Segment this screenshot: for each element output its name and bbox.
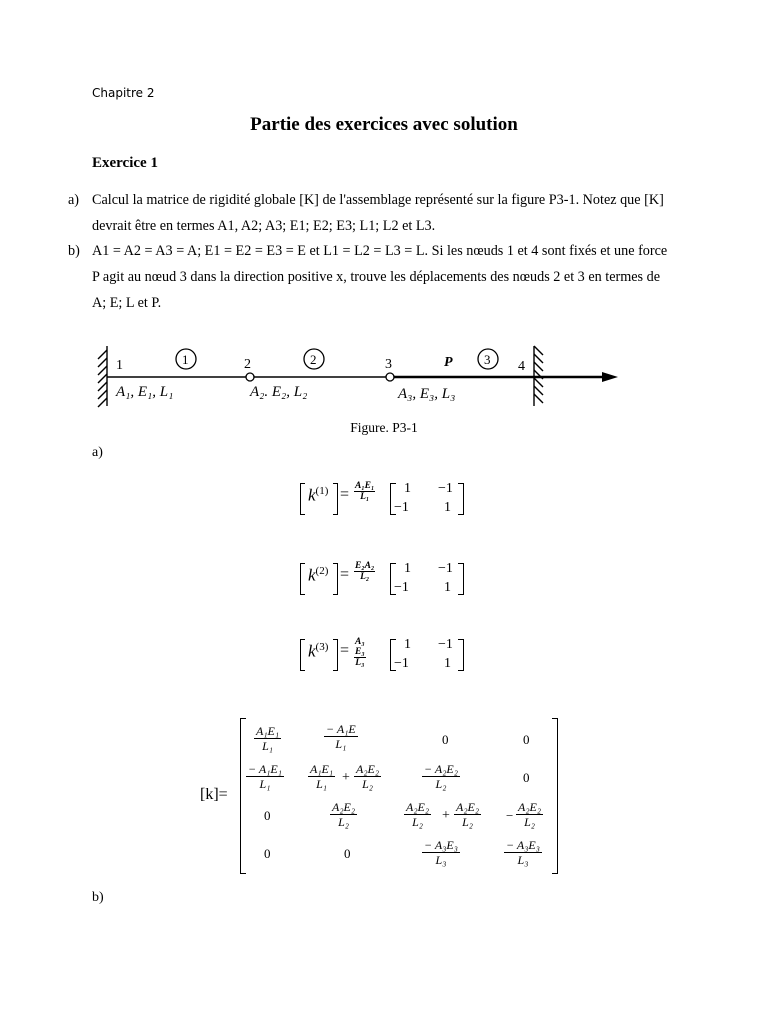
stiffness-factor: A₃ E₃ L₃ bbox=[355, 637, 365, 668]
cell-21: −1 bbox=[394, 580, 409, 595]
g-r3-plus: + bbox=[442, 808, 450, 823]
node-3-label: 3 bbox=[385, 357, 392, 372]
element-2-props: A₂. E₂, L₂ bbox=[250, 384, 308, 400]
g-r2-plus: + bbox=[342, 770, 350, 785]
global-stiffness-matrix bbox=[196, 716, 568, 878]
paragraph-b-text: A1 = A2 = A3 = A; E1 = E2 = E3 = E et L1 = L2 = L3 = L. Si les nœuds 1 et 4 sont fixés et une force P agit au nœud 3 dans la direction positive x, trouve les déplacements des nœuds 2 et 3 en termes de A; E; L et P. bbox=[92, 243, 668, 311]
cell-11: 1 bbox=[404, 637, 411, 652]
paragraph-b bbox=[68, 238, 668, 316]
bracket-left bbox=[300, 563, 305, 595]
solution-b-label: b) bbox=[92, 890, 104, 905]
g-r1-c2: − A₁E L₁ bbox=[326, 722, 356, 751]
matrix-bracket-right bbox=[458, 639, 464, 671]
chapter-label: Chapitre 2 bbox=[92, 86, 155, 100]
matrix-bracket-right bbox=[458, 483, 464, 515]
page-title: Partie des exercices avec solution bbox=[250, 114, 518, 135]
g-r2-c2b: A₂E₂ L₂ bbox=[356, 762, 380, 791]
bracket-left bbox=[300, 639, 305, 671]
g-r4-c4: − A₃E₃ L₃ bbox=[506, 838, 540, 867]
g-r3-c1: 0 bbox=[264, 808, 271, 823]
cell-12: −1 bbox=[438, 481, 453, 496]
node-2-label: 2 bbox=[244, 357, 251, 372]
g-r1-c3: 0 bbox=[442, 732, 449, 747]
figure-p3-1 bbox=[90, 340, 630, 412]
node-1-label: 1 bbox=[116, 358, 123, 373]
g-r2-c2a: A₁E₁ L₁ bbox=[310, 762, 334, 791]
g-r1-c1: A₁E₁ L₁ bbox=[256, 724, 280, 753]
g-r4-c1: 0 bbox=[264, 846, 271, 861]
exercise-heading: Exercice 1 bbox=[92, 155, 158, 171]
equals-sign: = bbox=[340, 566, 350, 583]
bracket-left bbox=[300, 483, 305, 515]
bracket-right bbox=[333, 639, 338, 671]
global-bracket-left bbox=[240, 718, 246, 874]
cell-11: 1 bbox=[404, 481, 411, 496]
global-matrix-label: [k]= bbox=[200, 786, 228, 803]
paragraph-a-text: Calcul la matrice de rigidité globale [K] de l'assemblage représenté sur la figure P3-1. Notez que [K] devrait être en termes A1, A2; A3; E1; E2; E3; L1; L2 et L3. bbox=[92, 192, 664, 234]
g-r4-c3: − A₃E₃ L₃ bbox=[424, 838, 458, 867]
g-r4-c2: 0 bbox=[344, 846, 351, 861]
bracket-right bbox=[333, 563, 338, 595]
force-label: P bbox=[444, 355, 453, 370]
g-r3-c3a: A₂E₂ L₂ bbox=[406, 800, 430, 829]
equals-sign: = bbox=[340, 642, 350, 659]
figure-caption: Figure. P3-1 bbox=[350, 420, 418, 435]
element-3-number: 3 bbox=[484, 352, 491, 367]
cell-22: 1 bbox=[444, 656, 451, 671]
global-bracket-right bbox=[552, 718, 558, 874]
k-symbol: $k^{(1)}$ bbox=[308, 485, 329, 505]
g-r1-c4: 0 bbox=[523, 732, 530, 747]
element-2-number: 2 bbox=[310, 352, 317, 367]
cell-11: 1 bbox=[404, 561, 411, 576]
g-r3-minus: − bbox=[506, 808, 514, 823]
k-symbol: $k^{(2)}$ bbox=[308, 565, 329, 585]
paragraph-b-label: b) bbox=[68, 243, 80, 259]
solution-a-label: a) bbox=[92, 445, 103, 460]
stiffness-factor: A₁E₁ L₁ bbox=[355, 481, 375, 502]
g-r2-c3: − A₂E₂ L₂ bbox=[424, 762, 458, 791]
paragraph-a-label: a) bbox=[68, 192, 80, 208]
node-4-label: 4 bbox=[518, 359, 525, 374]
cell-22: 1 bbox=[444, 500, 451, 515]
node-3-marker bbox=[386, 373, 394, 381]
paragraph-a bbox=[68, 187, 668, 239]
cell-22: 1 bbox=[444, 580, 451, 595]
element-1-props: A₁, E₁, L₁ bbox=[116, 384, 174, 400]
cell-12: −1 bbox=[438, 637, 453, 652]
equals-sign: = bbox=[340, 486, 350, 503]
force-arrow bbox=[390, 372, 618, 382]
matrix-bracket-right bbox=[458, 563, 464, 595]
element-3-props: A₃, E₃, L₃ bbox=[398, 386, 456, 402]
g-r3-c3b: A₂E₂ L₂ bbox=[456, 800, 480, 829]
g-r2-c1: − A₁E₁ L₁ bbox=[248, 762, 282, 791]
cell-12: −1 bbox=[438, 561, 453, 576]
element-1-number: 1 bbox=[182, 352, 189, 367]
g-r3-c2: A₂E₂ L₂ bbox=[332, 800, 356, 829]
k-symbol: $k^{(3)}$ bbox=[308, 641, 329, 661]
left-wall bbox=[98, 346, 107, 407]
cell-21: −1 bbox=[394, 500, 409, 515]
g-r2-c4: 0 bbox=[523, 770, 530, 785]
stiffness-factor: E₂A₂ L₂ bbox=[355, 561, 375, 582]
cell-21: −1 bbox=[394, 656, 409, 671]
g-r3-c4: A₂E₂ L₂ bbox=[518, 800, 542, 829]
node-2-marker bbox=[246, 373, 254, 381]
bracket-right bbox=[333, 483, 338, 515]
